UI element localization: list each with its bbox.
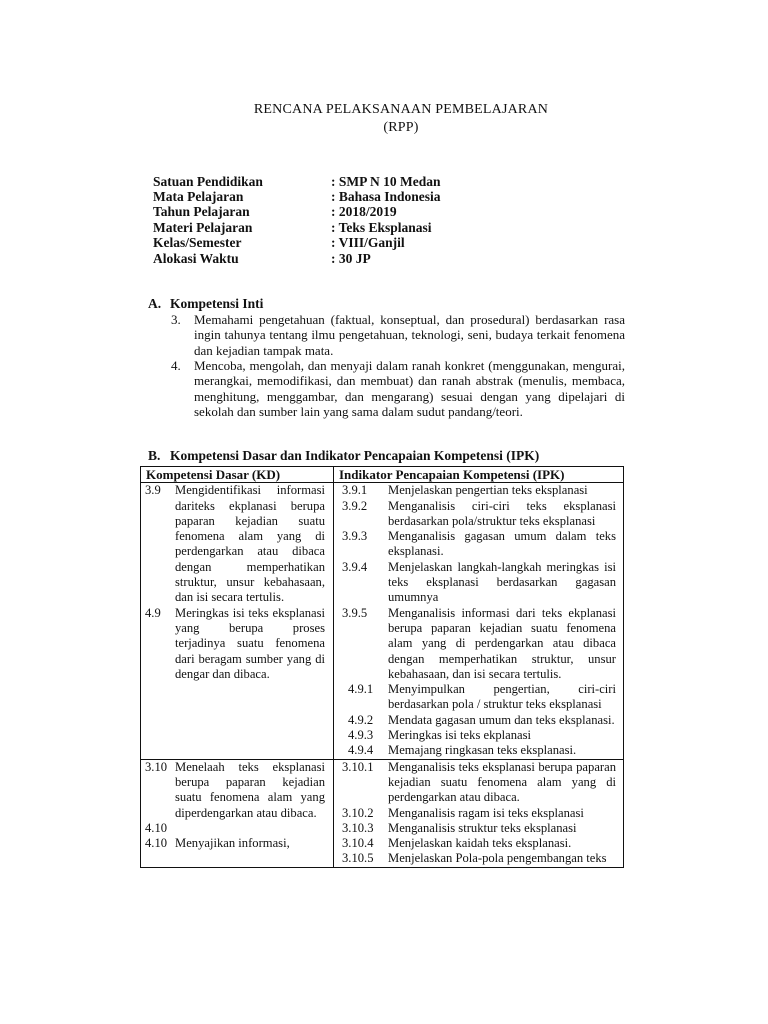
kd-item: [141, 821, 333, 836]
ipk-item: [334, 499, 623, 530]
kd-item: [141, 760, 333, 821]
ipk-text: Menganalisis ragam isi teks eksplanasi: [388, 805, 584, 820]
section-letter: B.: [148, 448, 161, 463]
ipk-text: Menjelaskan kaidah teks eksplanasi.: [388, 836, 572, 851]
kd-number: 3.10: [145, 759, 168, 774]
kd-text: Menelaah teks eksplanasi berupa paparan kejadian suatu fenomena alam yang diperdengarkan atau dibaca.: [175, 759, 325, 820]
ipk-text: Mendata gagasan umum dan teks eksplanasi.: [388, 712, 615, 727]
ipk-item: [334, 760, 623, 806]
competency-table: [140, 466, 624, 868]
kd-text: Meringkas isi teks eksplanasi yang berupa proses terjadinya suatu fenomena dari beragam sumber yang di dengar dan dibaca.: [175, 605, 325, 681]
ipk-number: 3.9.4: [342, 559, 368, 574]
ipk-text: Menjelaskan Pola-pola pengembangan teks: [388, 851, 607, 866]
kd-text: Menyajikan informasi,: [175, 836, 290, 851]
identity-label: Satuan Pendidikan: [153, 174, 263, 189]
ipk-number: 4.9.1: [348, 682, 374, 697]
kd-item: [141, 606, 333, 682]
ipk-text: Menganalisis informasi dari teks ekplanasi berupa paparan kejadian suatu fenomena alam yang di perdengarkan atau dibaca dengan memperhatikan struktur, unsur kebahasaan, dan isi secara tertulis.: [388, 605, 616, 681]
identity-value: : Bahasa Indonesia: [331, 189, 441, 204]
kd-cell: [141, 483, 334, 759]
ipk-item: [334, 483, 623, 498]
ipk-number: 3.9.1: [342, 483, 368, 498]
column-header-kd: Kompetensi Dasar (KD): [141, 467, 334, 483]
ipk-item: [334, 728, 623, 743]
identity-label: Alokasi Waktu: [153, 251, 239, 266]
section-a-heading: [148, 296, 263, 312]
identity-label: Materi Pelajaran: [153, 220, 253, 235]
ipk-number: 3.10.5: [342, 851, 374, 866]
ki-number: 3.: [171, 312, 181, 327]
ki-text: Mencoba, mengolah, dan menyaji dalam ranah konkret (menggunakan, mengurai, merangkai, memodifikasi, dan membuat) dan ranah abstrak (menulis, membaca, menghitung, menggambar, dan mengarang) sesuai dengan yang dipelajari di sekolah dan sumber lain yang sama dalam sudut pandang/teori.: [194, 358, 625, 419]
ipk-number: 3.10.4: [342, 836, 374, 851]
ipk-text: Menganalisis teks eksplanasi berupa paparan kejadian suatu fenomena alam yang di perdengarkan atau dibaca.: [388, 759, 616, 805]
ipk-text: Menyimpulkan pengertian, ciri-ciri berdasarkan pola / struktur teks eksplanasi: [388, 682, 616, 712]
ipk-item: [334, 560, 623, 606]
ipk-text: Menjelaskan langkah-langkah meringkas isi teks eksplanasi berdasarkan gagasan umumnya: [388, 559, 616, 605]
ipk-text: Menganalisis ciri-ciri teks eksplanasi berdasarkan pola/struktur teks eksplanasi: [388, 498, 616, 528]
ipk-text: Memajang ringkasan teks eksplanasi.: [388, 743, 577, 758]
section-b-heading: [148, 448, 539, 464]
ipk-number: 3.9.5: [342, 605, 368, 620]
identity-label: Mata Pelajaran: [153, 189, 244, 204]
kd-item: [141, 483, 333, 605]
identity-label: Tahun Pelajaran: [153, 204, 250, 219]
document-subtitle: (RPP): [383, 120, 419, 135]
ki-number: 4.: [171, 358, 181, 373]
kd-item: [141, 836, 333, 851]
ipk-number: 3.10.3: [342, 820, 374, 835]
ipk-number: 3.9.2: [342, 498, 368, 513]
ipk-text: Menganalisis gagasan umum dalam teks eksplanasi.: [388, 529, 616, 559]
ipk-number: 4.9.2: [348, 712, 374, 727]
identity-value: : 30 JP: [331, 251, 371, 266]
table-row: [141, 483, 624, 759]
ipk-number: 4.9.4: [348, 743, 374, 758]
ipk-number: 3.10.2: [342, 805, 374, 820]
ipk-item: [334, 713, 623, 728]
identity-value: : 2018/2019: [331, 204, 397, 219]
kd-number: 3.9: [145, 483, 161, 498]
ipk-item: [334, 806, 623, 821]
section-letter: A.: [148, 296, 162, 311]
ipk-item: [334, 606, 623, 682]
identity-value: : VIII/Ganjil: [331, 235, 405, 250]
ipk-text: Meringkas isi teks ekplanasi: [388, 728, 532, 743]
ipk-number: 3.9.3: [342, 529, 368, 544]
section-title: Kompetensi Dasar dan Indikator Pencapaian Kompetensi (IPK): [170, 448, 540, 463]
ipk-item: [334, 743, 623, 758]
document-title: RENCANA PELAKSANAAN PEMBELAJARAN: [253, 102, 549, 117]
ipk-item: [334, 836, 623, 851]
ki-text: Memahami pengetahuan (faktual, konseptual, dan prosedural) berdasarkan rasa ingin tahunya tentang ilmu pengetahuan, teknologi, seni, budaya terkait fenomena dan kejadian tampak mata.: [194, 312, 625, 358]
ipk-item: [334, 682, 623, 713]
identity-label: Kelas/Semester: [153, 235, 242, 250]
section-title: Kompetensi Inti: [170, 296, 264, 311]
ipk-number: 4.9.3: [348, 728, 374, 743]
kd-number: 4.10: [145, 836, 168, 851]
kd-text: [175, 821, 325, 836]
ipk-item: [334, 821, 623, 836]
kd-text: Mengidentifikasi informasi dariteks ekplanasi berupa paparan kejadian suatu fenomena alam yang di perdengarkan atau dibaca dengan memperhatikan struktur, unsur kebahasaan, dan isi secara tertulis.: [175, 483, 325, 605]
column-header-ipk: Indikator Pencapaian Kompetensi (IPK): [334, 467, 624, 483]
kd-number: 4.9: [145, 605, 161, 620]
ipk-number: 3.10.1: [342, 759, 374, 774]
table-header-row: [141, 467, 624, 483]
table-row: [141, 759, 624, 867]
ipk-text: Menjelaskan pengertian teks eksplanasi: [388, 483, 588, 498]
identity-value: : Teks Eksplanasi: [331, 220, 432, 235]
identity-value: : SMP N 10 Medan: [331, 174, 441, 189]
ipk-item: [334, 529, 623, 560]
kd-number: 4.10: [145, 820, 168, 835]
ipk-cell: [334, 483, 624, 759]
kd-cell: [141, 759, 334, 867]
ipk-item: [334, 851, 623, 866]
ipk-cell: [334, 759, 624, 867]
ipk-text: Menganalisis struktur teks eksplanasi: [388, 820, 577, 835]
